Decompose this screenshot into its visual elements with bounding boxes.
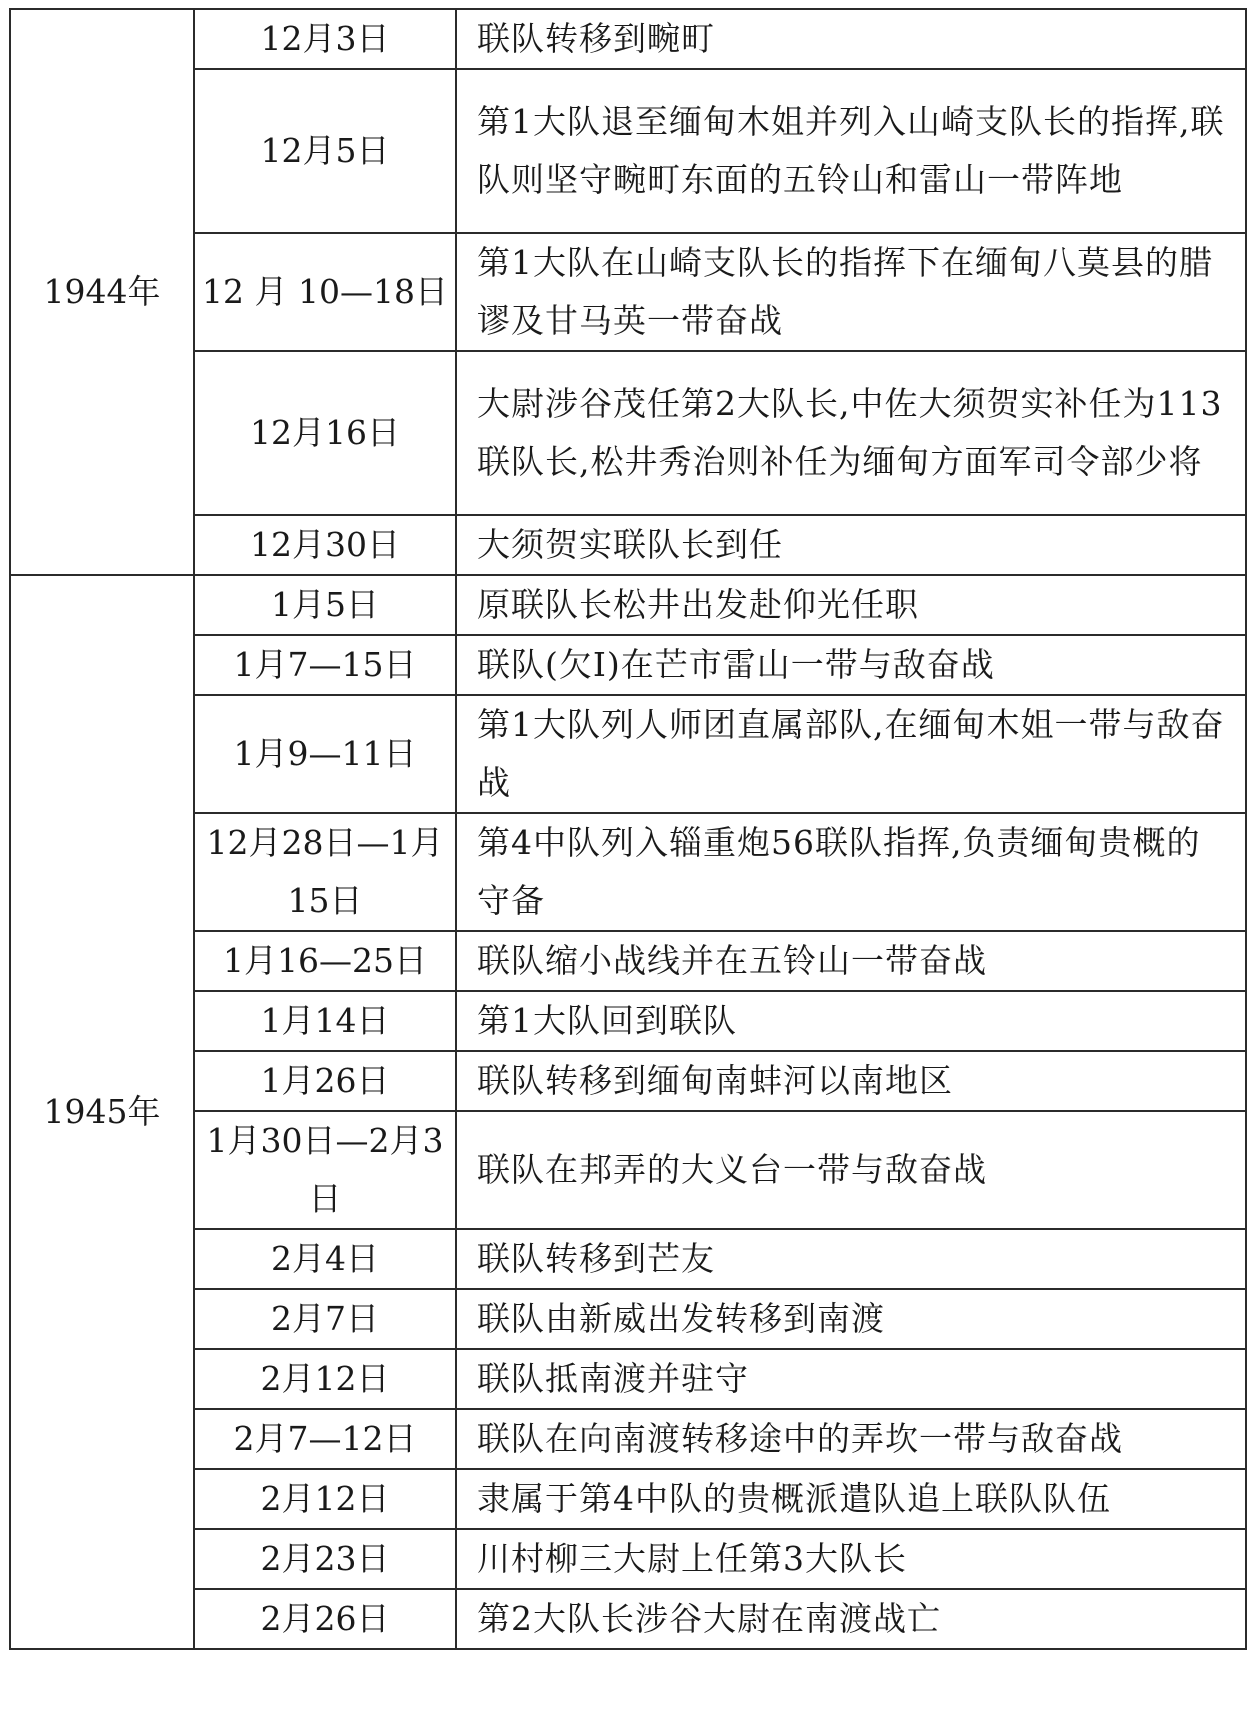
event-cell: 第1大队退至缅甸木姐并列入山崎支队长的指挥,联队则坚守畹町东面的五铃山和雷山一带阵地 [456, 69, 1246, 233]
event-cell: 第1大队回到联队 [456, 991, 1246, 1051]
event-cell: 第1大队在山崎支队长的指挥下在缅甸八莫县的腊谬及甘马英一带奋战 [456, 233, 1246, 351]
event-cell: 第2大队长涉谷大尉在南渡战亡 [456, 1589, 1246, 1649]
table-row [10, 575, 1246, 635]
date-cell: 12月28日—1月15日 [194, 813, 456, 931]
table-row [10, 515, 1246, 575]
date-cell: 1月14日 [194, 991, 456, 1051]
event-cell: 联队转移到缅甸南蚌河以南地区 [456, 1051, 1246, 1111]
event-cell: 联队在邦弄的大义台一带与敌奋战 [456, 1111, 1246, 1229]
date-cell: 1月9—11日 [194, 695, 456, 813]
event-cell: 川村柳三大尉上任第3大队长 [456, 1529, 1246, 1589]
event-cell: 联队缩小战线并在五铃山一带奋战 [456, 931, 1246, 991]
table-row [10, 351, 1246, 515]
table-row [10, 1409, 1246, 1469]
date-cell: 1月7—15日 [194, 635, 456, 695]
date-cell: 1月5日 [194, 575, 456, 635]
table-row [10, 813, 1246, 931]
date-cell: 12 月 10—18日 [194, 233, 456, 351]
date-cell: 1月16—25日 [194, 931, 456, 991]
table-row [10, 69, 1246, 233]
event-cell: 联队转移到芒友 [456, 1229, 1246, 1289]
table-row [10, 1111, 1246, 1229]
table-row [10, 991, 1246, 1051]
event-cell: 大尉涉谷茂任第2大队长,中佐大须贺实补任为113联队长,松井秀治则补任为缅甸方面军司令部少将 [456, 351, 1246, 515]
date-cell: 2月26日 [194, 1589, 456, 1649]
table-row [10, 1289, 1246, 1349]
date-cell: 2月7日 [194, 1289, 456, 1349]
event-cell: 第4中队列入辎重炮56联队指挥,负责缅甸贵概的守备 [456, 813, 1246, 931]
table-row [10, 635, 1246, 695]
table-row [10, 931, 1246, 991]
table-row [10, 1469, 1246, 1529]
year-cell: 1944年 [10, 9, 194, 575]
event-cell: 联队(欠Ⅰ)在芒市雷山一带与敌奋战 [456, 635, 1246, 695]
event-cell: 第1大队列人师团直属部队,在缅甸木姐一带与敌奋战 [456, 695, 1246, 813]
event-cell: 联队抵南渡并驻守 [456, 1349, 1246, 1409]
date-cell: 12月30日 [194, 515, 456, 575]
table-row [10, 1051, 1246, 1111]
event-cell: 原联队长松井出发赴仰光任职 [456, 575, 1246, 635]
date-cell: 2月12日 [194, 1469, 456, 1529]
date-cell: 12月16日 [194, 351, 456, 515]
event-cell: 联队在向南渡转移途中的弄坎一带与敌奋战 [456, 1409, 1246, 1469]
date-cell: 1月30日—2月3日 [194, 1111, 456, 1229]
table-row [10, 1529, 1246, 1589]
event-cell: 大须贺实联队长到任 [456, 515, 1246, 575]
chronology-table [9, 8, 1247, 1650]
date-cell: 2月4日 [194, 1229, 456, 1289]
table-row [10, 9, 1246, 69]
event-cell: 联队转移到畹町 [456, 9, 1246, 69]
table-row [10, 695, 1246, 813]
date-cell: 12月5日 [194, 69, 456, 233]
event-cell: 隶属于第4中队的贵概派遣队追上联队队伍 [456, 1469, 1246, 1529]
table-row [10, 233, 1246, 351]
event-cell: 联队由新威出发转移到南渡 [456, 1289, 1246, 1349]
date-cell: 1月26日 [194, 1051, 456, 1111]
date-cell: 2月23日 [194, 1529, 456, 1589]
table-row [10, 1589, 1246, 1649]
table-row [10, 1229, 1246, 1289]
table-row [10, 1349, 1246, 1409]
date-cell: 2月7—12日 [194, 1409, 456, 1469]
date-cell: 2月12日 [194, 1349, 456, 1409]
date-cell: 12月3日 [194, 9, 456, 69]
year-cell: 1945年 [10, 575, 194, 1649]
